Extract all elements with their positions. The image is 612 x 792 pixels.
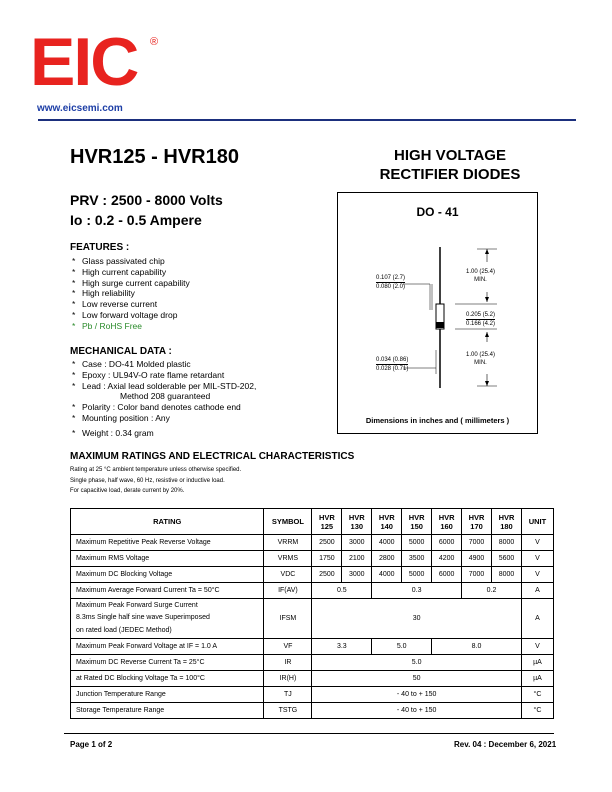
ratings-summary	[70, 190, 223, 230]
package-drawing	[337, 192, 538, 434]
dimension-note: Dimensions in inches and ( millimeters )	[365, 416, 510, 425]
list-item: * Glass passivated chip	[72, 256, 165, 266]
list-item: * Lead : Axial lead solderable per MIL-STD-202,	[72, 380, 257, 391]
header-model: HVR 180	[492, 509, 522, 535]
table-row: Maximum Average Forward Current Ta = 50°C IF(AV) 0.5 0.3 0.2 A	[71, 583, 554, 599]
table-row: Maximum RMS Voltage VRMS 1750 2100 2800 3500 4200 4900 5600 V	[71, 551, 554, 567]
list-item: * Pb / RoHS Free	[72, 320, 142, 331]
header-unit: UNIT	[521, 509, 553, 535]
registered-mark: ®	[150, 36, 159, 48]
features-list	[72, 256, 190, 332]
ratings-table	[70, 508, 554, 719]
package-title: DO - 41	[416, 205, 459, 219]
features-heading: FEATURES :	[70, 242, 130, 253]
header-model: HVR 160	[432, 509, 462, 535]
header-model: HVR 170	[462, 509, 492, 535]
subtitle-line-2: RECTIFIER DIODES	[379, 166, 521, 183]
list-item: * Weight : 0.34 gram	[72, 427, 154, 438]
table-row: Maximum Peak Forward Voltage at IF = 1.0 A VF 3.3 5.0 8.0 V	[71, 639, 554, 655]
dim-lead-diameter: 0.034 (0.86) 0.028 (0.71)	[376, 357, 409, 372]
ratings-notes: Rating at 25 °C ambient temperature unless otherwise specified. Single phase, half wave, 60 Hz, resistive or inductive load. For capacitive load, derate current by 20%.	[70, 467, 242, 494]
table-header-row	[71, 509, 554, 535]
dim-body-length: 0.205 (5.2) 0.166 (4.2)	[466, 312, 496, 327]
ratings-heading: MAXIMUM RATINGS AND ELECTRICAL CHARACTERISTICS	[70, 451, 355, 462]
subtitle-line-1: HIGH VOLTAGE	[394, 147, 506, 164]
header-model: HVR 130	[342, 509, 372, 535]
header-model: HVR 125	[312, 509, 342, 535]
list-item: * Low reverse current	[72, 299, 158, 310]
mechanical-list	[72, 359, 256, 439]
header-rating: RATING	[71, 509, 264, 535]
footer-divider	[64, 733, 554, 734]
list-item: * High current capability	[72, 266, 167, 277]
list-item: * Mounting position : Any	[72, 412, 170, 423]
table-row: Maximum Peak Forward Surge Current 8.3ms Single half sine wave Superimposed on rated load (JEDEC Method) IFSM 30 A	[71, 599, 554, 639]
table-row: Maximum DC Reverse Current Ta = 25°C IR 5.0 µA	[71, 655, 554, 671]
revision-date: Rev. 04 : December 6, 2021	[454, 740, 557, 749]
header-model: HVR 140	[372, 509, 402, 535]
mechanical-heading: MECHANICAL DATA :	[70, 346, 172, 357]
website-link[interactable]: www.eicsemi.com	[37, 103, 123, 114]
header-divider	[38, 119, 576, 121]
header-model: HVR 150	[402, 509, 432, 535]
table-row: Junction Temperature Range TJ - 40 to + 150 °C	[71, 687, 554, 703]
eic-logo: EIC	[30, 24, 138, 100]
list-item: * Case : DO-41 Molded plastic	[72, 359, 191, 369]
table-row: Maximum Repetitive Peak Reverse Voltage VRRM 2500 3000 4000 5000 6000 7000 8000 V	[71, 535, 554, 551]
io-text: Io : 0.2 - 0.5 Ampere	[70, 212, 202, 228]
header-symbol: SYMBOL	[264, 509, 312, 535]
dim-lead-top: 1.00 (25.4) MIN.	[466, 269, 496, 283]
product-subtitle	[360, 146, 540, 184]
list-item: Method 208 guaranteed	[120, 391, 211, 402]
table-row: Storage Temperature Range TSTG - 40 to + 150 °C	[71, 703, 554, 719]
list-item: * Low forward voltage drop	[72, 309, 178, 320]
prv-text: PRV : 2500 - 8000 Volts	[70, 192, 223, 208]
list-item: * Polarity : Color band denotes cathode end	[72, 402, 241, 413]
page-number: Page 1 of 2	[70, 740, 113, 749]
table-row: at Rated DC Blocking Voltage Ta = 100°C IR(H) 50 µA	[71, 671, 554, 687]
part-title: HVR125 - HVR180	[70, 146, 239, 168]
list-item: * High reliability	[72, 288, 135, 299]
table-row: Maximum DC Blocking Voltage VDC 2500 3000 4000 5000 6000 7000 8000 V	[71, 567, 554, 583]
list-item: * Epoxy : UL94V-O rate flame retardant	[72, 369, 225, 380]
dim-lead-bottom: 1.00 (25.4) MIN.	[466, 352, 496, 366]
list-item: * High surge current capability	[72, 277, 190, 288]
dim-body-width: 0.107 (2.7) 0.080 (2.0)	[376, 275, 406, 290]
